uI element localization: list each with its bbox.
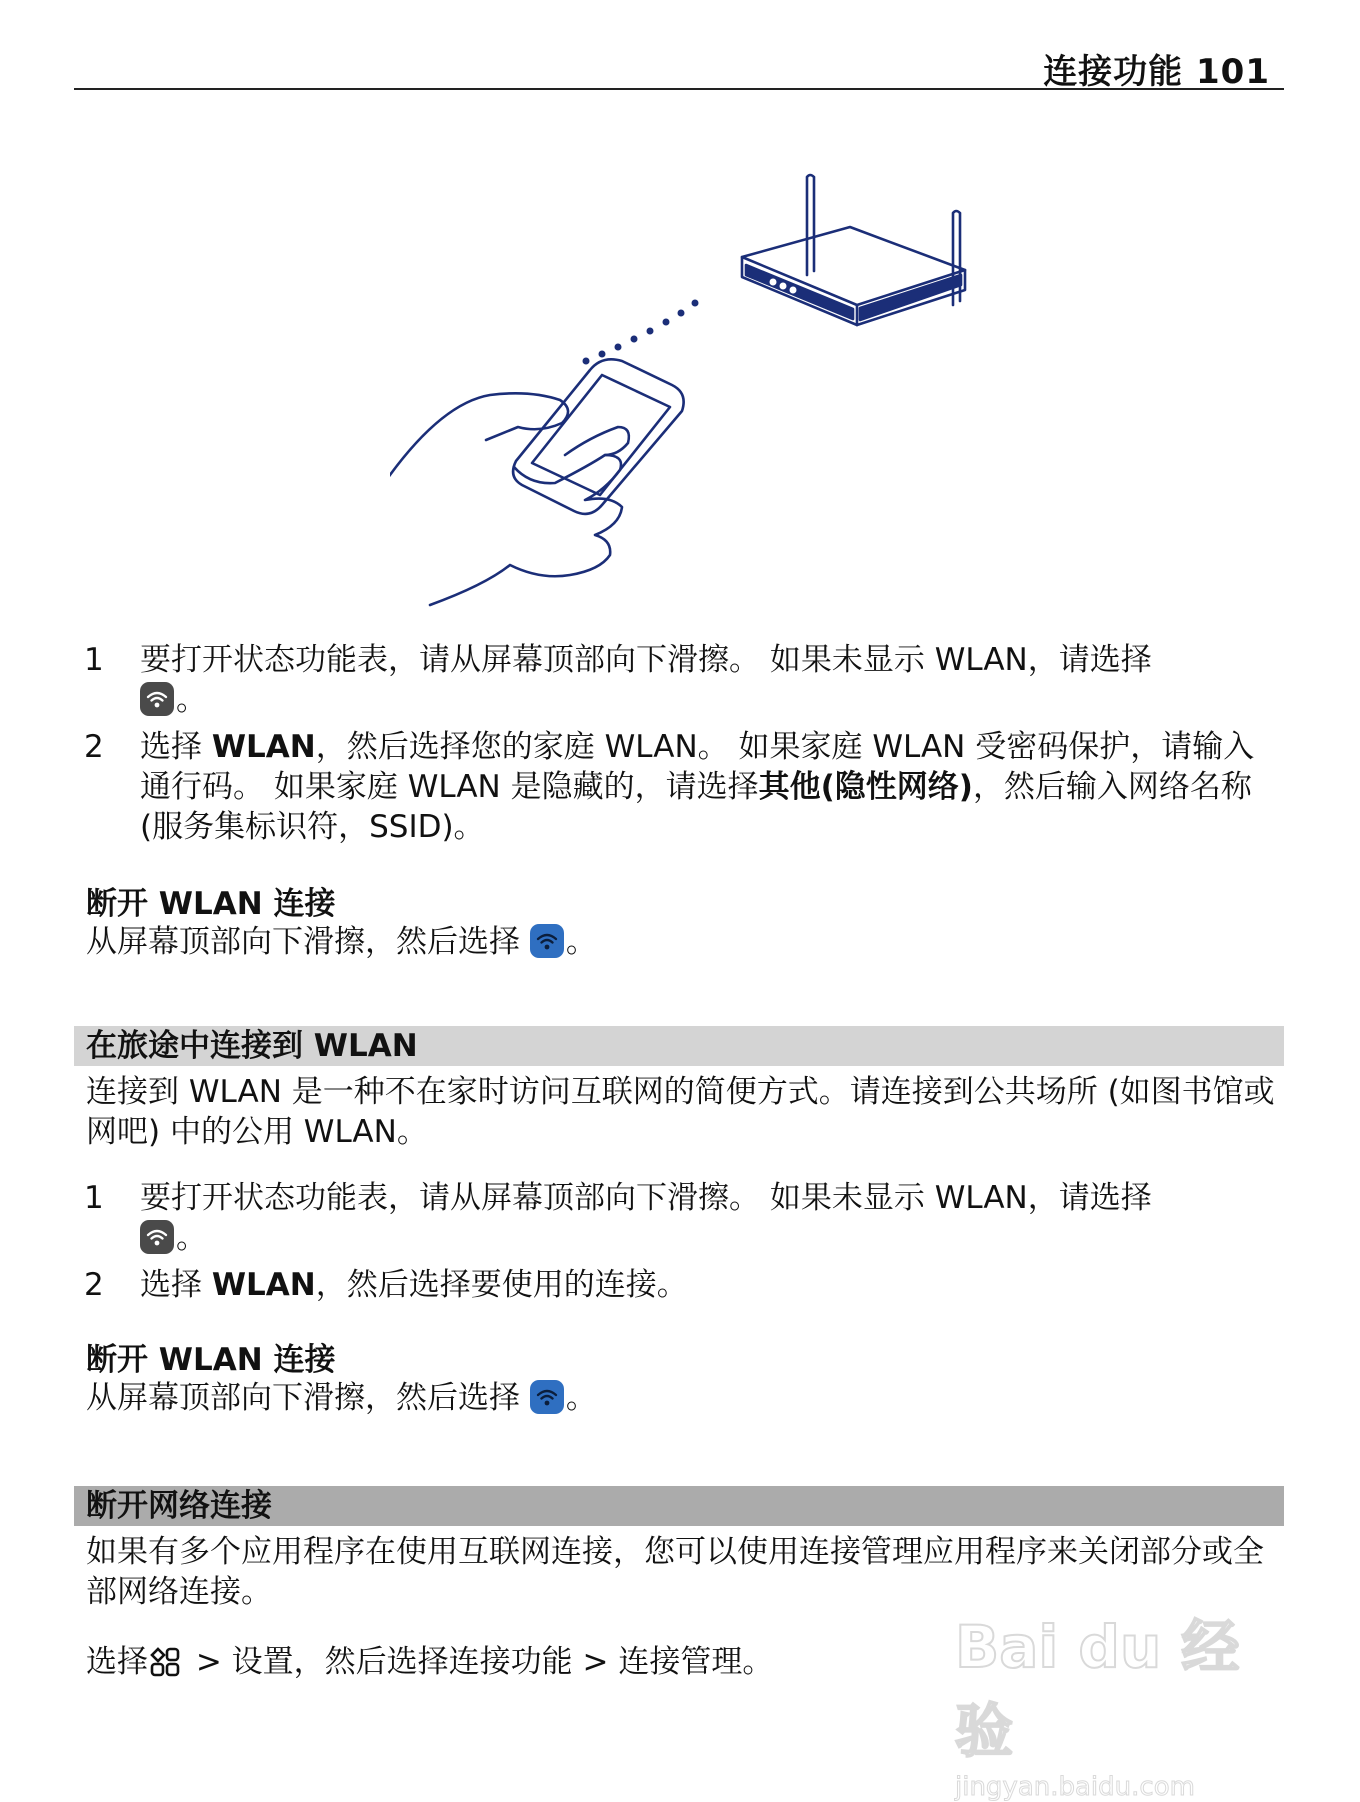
section-subheading: 断开 WLAN 连接 bbox=[86, 1342, 336, 1378]
paragraph: 从屏幕顶部向下滑擦，然后选择 。 bbox=[86, 1380, 597, 1416]
step-number: 2 bbox=[84, 1267, 104, 1303]
step-number: 1 bbox=[84, 1180, 104, 1216]
step-text: 要打开状态功能表，请从屏幕顶部向下滑擦。 如果未显示 WLAN，请选择 。 bbox=[140, 642, 1152, 718]
menu-grid-icon[interactable] bbox=[150, 1647, 180, 1677]
wifi-icon[interactable] bbox=[140, 1220, 174, 1254]
page-title: 连接功能 101 bbox=[1043, 52, 1270, 92]
page-header bbox=[74, 40, 1284, 90]
navigation-path: 选择 > 设置，然后选择连接功能 > 连接管理。 bbox=[86, 1644, 774, 1680]
baidu-watermark bbox=[955, 1600, 1275, 1802]
step-number: 2 bbox=[84, 729, 104, 765]
watermark-logo: Bai du 经验 bbox=[955, 1613, 1240, 1765]
hand bbox=[390, 393, 622, 605]
section-heading: 在旅途中连接到 WLAN bbox=[74, 1026, 1284, 1066]
signal-dots bbox=[583, 300, 699, 365]
router-led bbox=[790, 287, 797, 294]
paragraph: 如果有多个应用程序在使用互联网连接，您可以使用连接管理应用程序来关闭部分或全部网络连接。 bbox=[86, 1534, 1264, 1610]
paragraph: 连接到 WLAN 是一种不在家时访问互联网的简便方式。请连接到公共场所 (如图书馆或网吧) 中的公用 WLAN。 bbox=[86, 1074, 1275, 1150]
section-subheading: 断开 WLAN 连接 bbox=[86, 886, 336, 922]
step-number: 1 bbox=[84, 642, 104, 678]
router-front-band bbox=[746, 265, 853, 319]
section-heading: 断开网络连接 bbox=[74, 1486, 1284, 1526]
step-text: 要打开状态功能表，请从屏幕顶部向下滑擦。 如果未显示 WLAN，请选择 。 bbox=[140, 1180, 1152, 1256]
wifi-icon[interactable] bbox=[530, 1380, 564, 1414]
watermark-url: jingyan.baidu.com bbox=[955, 1772, 1195, 1802]
step-text: 选择 WLAN，然后选择您的家庭 WLAN。 如果家庭 WLAN 受密码保护，请输入通行码。 如果家庭 WLAN 是隐藏的，请选择其他(隐性网络)，然后输入网络名称 (服务集标识符，SSID)。 bbox=[140, 729, 1255, 845]
wifi-icon[interactable] bbox=[530, 924, 564, 958]
router-phone-illustration bbox=[390, 165, 990, 615]
step-text: 选择 WLAN，然后选择要使用的连接。 bbox=[140, 1267, 688, 1303]
router-led bbox=[770, 279, 777, 286]
paragraph: 从屏幕顶部向下滑擦，然后选择 。 bbox=[86, 924, 597, 960]
antenna-left bbox=[807, 175, 814, 275]
wifi-icon[interactable] bbox=[140, 682, 174, 716]
router-led bbox=[780, 283, 787, 290]
